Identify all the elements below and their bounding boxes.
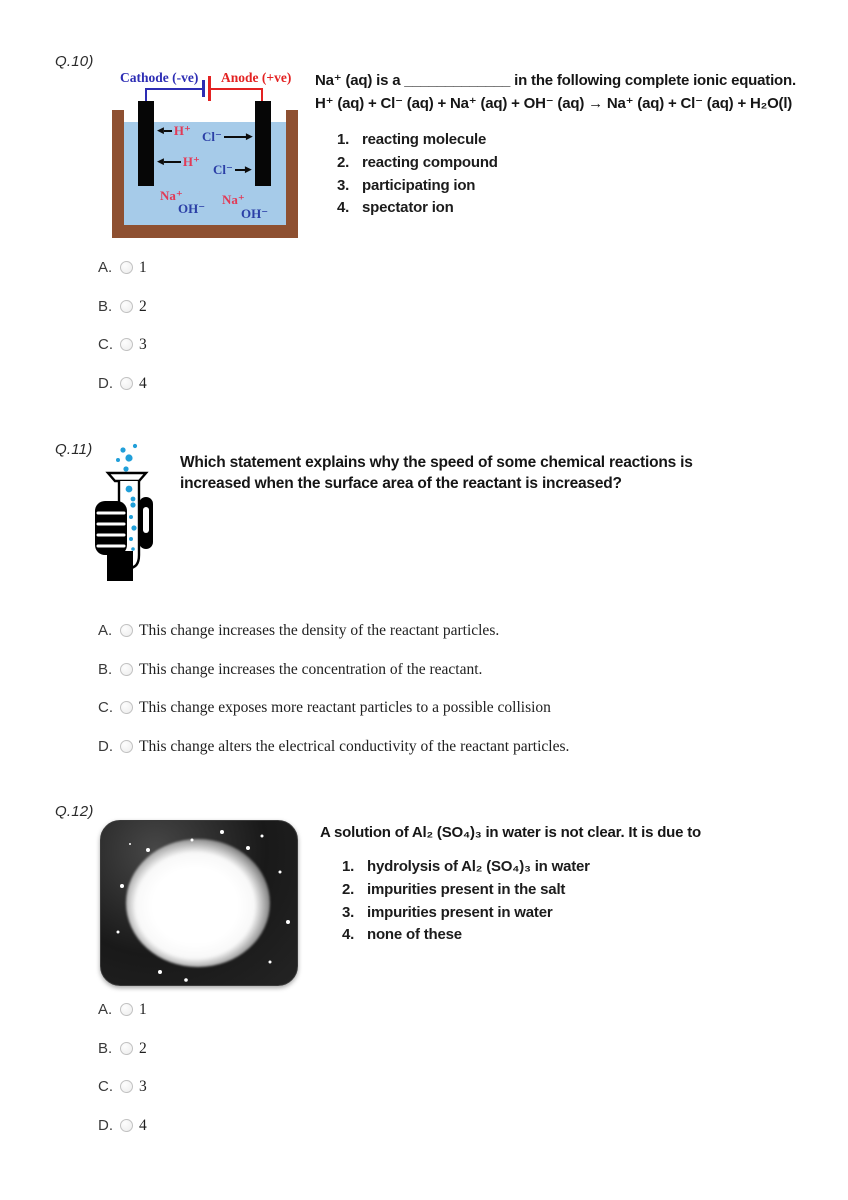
powder-speckles: [129, 843, 131, 845]
option-value: 4: [139, 1116, 147, 1134]
option-value: 2: [139, 1039, 147, 1057]
arrow-left-icon: ◀: [157, 156, 164, 166]
option-value: 1: [139, 1001, 147, 1018]
choice-item: [342, 856, 820, 879]
option-letter: A.: [98, 622, 113, 639]
ion-label-h: H⁺: [173, 123, 191, 138]
choice-number: 3.: [337, 176, 350, 194]
radio-button-q10-d[interactable]: [120, 377, 133, 390]
option-value: 3: [139, 336, 147, 354]
choice-text: reacting compound: [362, 153, 498, 171]
option-row: [98, 662, 569, 701]
ion-label-h: H⁺: [182, 154, 200, 169]
option-value: 3: [139, 1078, 147, 1096]
choice-number: 4.: [337, 199, 350, 217]
option-row: [98, 1002, 147, 1041]
ion-label-cl: Cl⁻: [213, 162, 233, 177]
cl-ion-migration: [200, 130, 253, 143]
electrolysis-diagram: [112, 68, 298, 238]
question-12-options: [98, 1002, 147, 1156]
anode-label: Anode (+ve): [221, 70, 292, 85]
arrow-line: [224, 136, 246, 138]
option-row: [98, 260, 147, 299]
choice-number: 2.: [342, 880, 355, 898]
question-prompt: Na⁺ (aq) is a _____________ in the following complete ionic equation.: [315, 72, 796, 89]
radio-button-q11-d[interactable]: [120, 740, 133, 753]
ion-label-cl: Cl⁻: [202, 129, 222, 144]
option-value: 1: [139, 259, 147, 276]
option-row: [98, 1118, 147, 1157]
radio-button-q10-b[interactable]: [120, 300, 133, 313]
ion-label-na: Na⁺: [160, 188, 183, 203]
anode-wire: [211, 88, 263, 90]
option-value: This change increases the density of the reactant particles.: [139, 622, 500, 639]
choice-number: 3.: [342, 903, 355, 921]
radio-button-q12-c[interactable]: [120, 1080, 133, 1093]
option-letter: C.: [98, 1078, 113, 1096]
option-letter: B.: [98, 297, 113, 315]
question-11-label: Q.11): [55, 441, 93, 458]
question-10-options: [98, 260, 147, 414]
choice-text: reacting molecule: [362, 131, 487, 148]
option-row: [98, 1041, 147, 1080]
option-value: This change increases the concentration of the reactant.: [139, 660, 483, 678]
choice-item: [337, 175, 845, 198]
radio-button-q10-c[interactable]: [120, 338, 133, 351]
question-10-label: Q.10): [55, 53, 94, 70]
option-row: [98, 337, 147, 376]
radio-button-q11-b[interactable]: [120, 663, 133, 676]
option-letter: B.: [98, 1039, 113, 1057]
question-11-options: [98, 623, 569, 777]
option-letter: D.: [98, 1116, 113, 1134]
choice-number: 4.: [342, 926, 355, 944]
arrow-right-icon: ▶: [244, 164, 252, 174]
cathode-wire: [145, 88, 204, 90]
option-row: [98, 739, 569, 778]
choice-item: [337, 152, 845, 175]
option-row: [98, 299, 147, 338]
arrow-right-icon: ▶: [245, 131, 253, 141]
radio-button-q11-c[interactable]: [120, 701, 133, 714]
cl-ion-migration: [211, 163, 252, 176]
choice-text: spectator ion: [362, 199, 454, 217]
option-value: 2: [139, 297, 147, 315]
option-letter: D.: [98, 737, 113, 755]
option-row: [98, 700, 569, 739]
choice-list: [337, 129, 845, 220]
choice-list: [342, 856, 820, 947]
choice-item: [342, 879, 820, 902]
question-prompt: A solution of Al₂ (SO₄)₃ in water is not clear. It is due to: [320, 824, 702, 841]
option-letter: C.: [98, 336, 113, 354]
radio-button-q10-a[interactable]: [120, 261, 133, 274]
ionic-equation: H⁺ (aq) + Cl⁻ (aq) + Na⁺ (aq) + OH⁻ (aq) → Na⁺ (aq) + Cl⁻ (aq) + H₂O(l): [315, 95, 793, 112]
option-value: This change exposes more reactant particles to a possible collision: [139, 699, 551, 717]
ion-label-oh: OH⁻: [178, 201, 206, 216]
choice-item: [337, 197, 845, 220]
choice-item: [342, 902, 820, 925]
anode-electrode: [255, 101, 271, 186]
choice-text: hydrolysis of Al₂ (SO₄)₃ in water: [367, 858, 590, 875]
ion-label-oh: OH⁻: [241, 206, 269, 221]
radio-button-q12-b[interactable]: [120, 1042, 133, 1055]
choice-text: none of these: [367, 926, 462, 944]
choice-text: impurities present in water: [367, 903, 553, 921]
radio-button-q12-d[interactable]: [120, 1119, 133, 1132]
powder-image: [100, 820, 298, 986]
arrow-left-icon: ◀: [157, 125, 164, 135]
h-ion-migration: [157, 155, 202, 168]
h-ion-migration: [157, 124, 193, 137]
option-letter: D.: [98, 374, 113, 392]
choice-text: impurities present in the salt: [367, 880, 566, 898]
arrow-line: [164, 130, 172, 132]
choice-number: 2.: [337, 153, 350, 171]
arrow-line: [164, 161, 181, 163]
cathode-electrode: [138, 101, 154, 186]
arrow-line: [235, 169, 245, 171]
option-value: 4: [139, 374, 147, 392]
question-12-label: Q.12): [55, 803, 94, 820]
choice-number: 1.: [337, 131, 350, 148]
radio-button-q11-a[interactable]: [120, 624, 133, 637]
question-12-body: [320, 822, 820, 947]
cathode-label: Cathode (-ve): [120, 70, 199, 85]
choice-text: participating ion: [362, 176, 476, 194]
flask-in-hand-icon: [93, 443, 165, 583]
option-letter: A.: [98, 259, 113, 276]
choice-item: [342, 924, 820, 947]
ion-label-na: Na⁺: [222, 192, 245, 207]
option-row: [98, 1079, 147, 1118]
question-10-body: [315, 70, 845, 220]
choice-number: 1.: [342, 858, 355, 875]
option-letter: B.: [98, 660, 113, 678]
powder-pile: [126, 839, 269, 967]
option-letter: A.: [98, 1001, 113, 1018]
choice-item: [337, 129, 845, 152]
question-prompt: Which statement explains why the speed of some chemical reactions is increased when the surface area of the reactant is increased?: [180, 454, 693, 492]
option-value: This change alters the electrical conductivity of the reactant particles.: [139, 737, 570, 755]
option-letter: C.: [98, 699, 113, 717]
option-row: [98, 376, 147, 415]
option-row: [98, 623, 569, 662]
radio-button-q12-a[interactable]: [120, 1003, 133, 1016]
